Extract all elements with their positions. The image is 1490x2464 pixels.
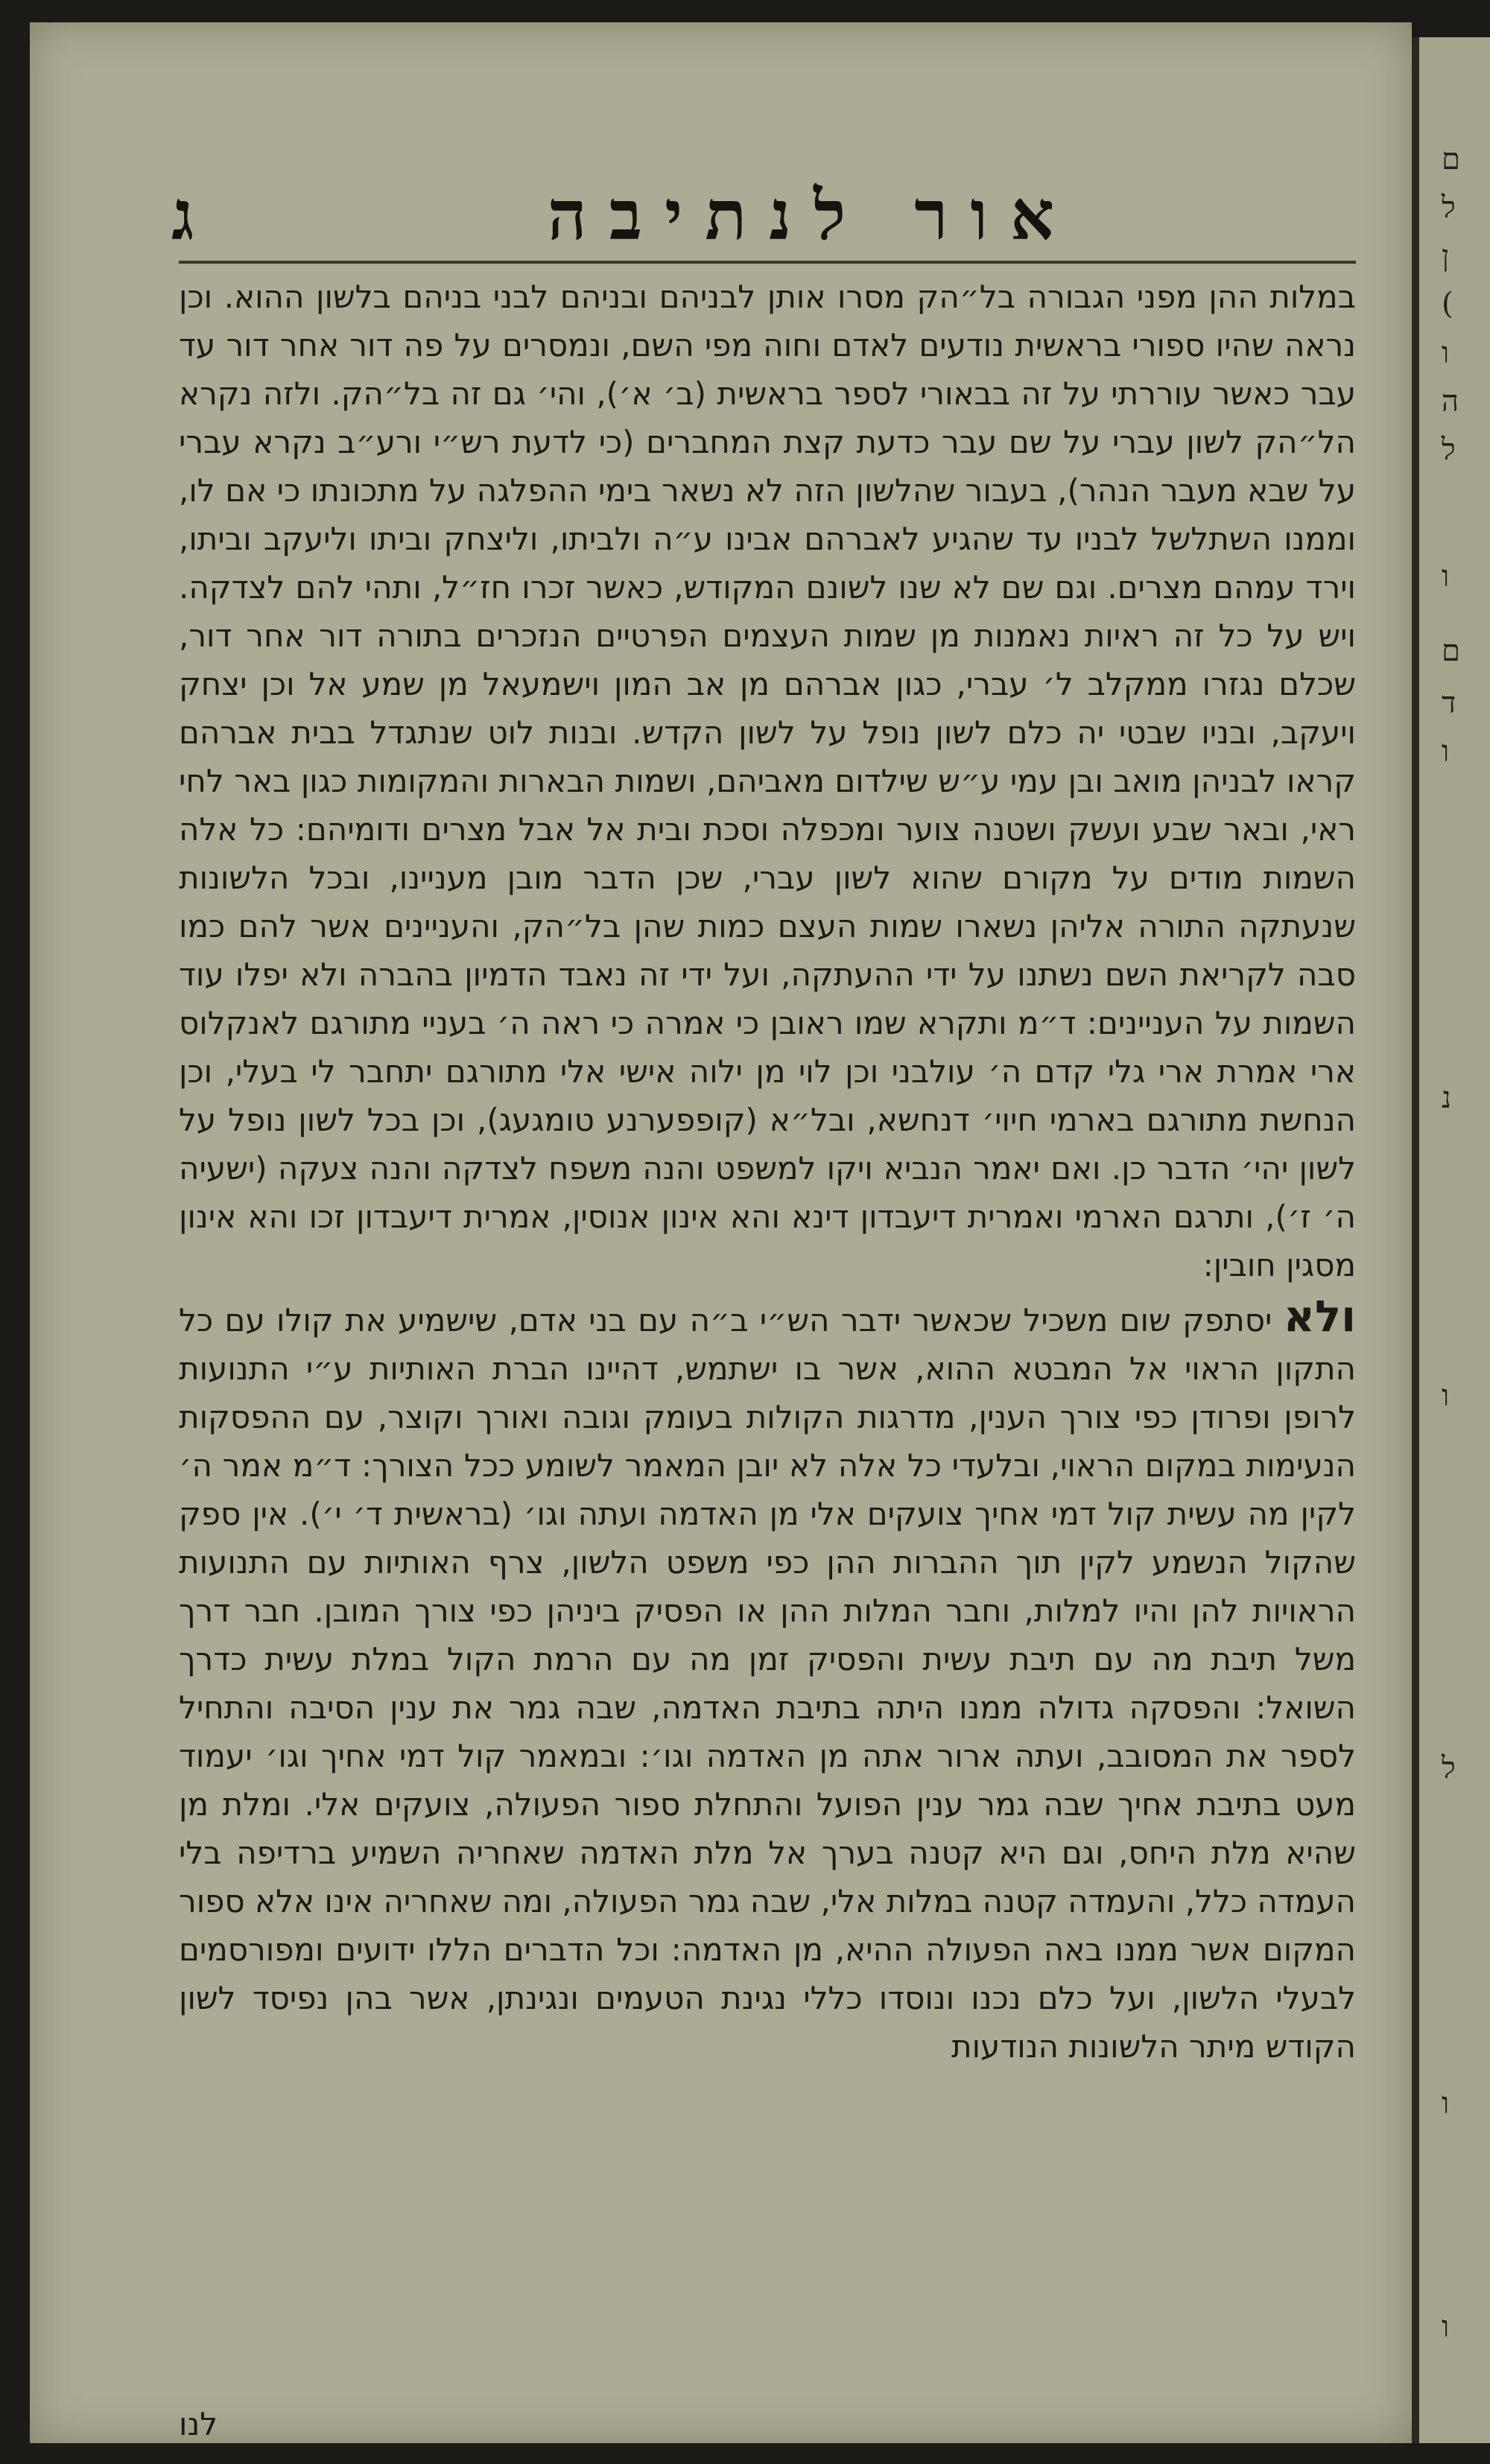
next-page-fragment: ם <box>1442 634 1460 668</box>
next-page-fragment: ו <box>1442 559 1450 594</box>
next-page-fragment: ו <box>1442 2310 1450 2344</box>
next-page-fragment: ו <box>1442 1379 1450 1413</box>
next-page-fragment: ל <box>1442 433 1456 467</box>
next-page-fragment: ו <box>1442 2086 1450 2121</box>
next-page-fragment: ם <box>1442 142 1460 177</box>
paragraph-2 <box>179 1292 1356 2071</box>
paragraph-1: במלות ההן מפני הגבורה בל״הק מסרו אותן לבניהם ובניהם לבני בניהם בלשון ההוא. וכן נראה שהיו ספורי בראשית נודעים לאדם וחוה מפי השם, ונמסרים על פה דור אחר דור עד עבר כאשר עוררתי על זה בבאורי לספר בראשית (ב׳ א׳), והי׳ גם זה בל״הק. ולזה נקרא הל״הק לשון עברי על שם עבר כדעת קצת המחברים (כי לדעת רש״י ורע״ב נקרא עברי על שבא מעבר הנהר), בעבור שהלשון הזה לא נשאר בימי ההפלגה על מתכונתו כי אם לו, וממנו השתלשל לבניו עד שהגיע לאברהם אבינו ע״ה ולביתו, וליצחק וביתו וליעקב וביתו, וירד עמהם מצרים. וגם שם לא שנו לשונם המקודש, כאשר זכרו חז״ל, ותהי להם לצדקה. ויש על כל זה ראיות נאמנות מן שמות העצמים הפרטיים הנזכרים בתורה דור אחר דור, שכלם נגזרו ממקלב ל׳ עברי, כגון אברהם מן אב המון וישמעאל מן שמע אל וכן יצחק ויעקב, ובניו שבטי יה כלם לשון נופל על לשון הקדש. ובנות לוט שנתגדל בבית אברהם קראו לבניהן מואב ובן עמי ע״ש שילדום מאביהם, ושמות הבארות והמקומות כגון באר לחי ראי, ובאר שבע ועשק ושטנה צוער ומכפלה וסכת ובית אל אבל מצרים ודומיהם: כל אלה השמות מודים על מקורם שהוא לשון עברי, שכן הדבר מובן מעניינו, ובכל הלשונות שנעתקה התורה אליהן נשארו שמות העצם כמות שהן בל״הק, והעניינים אשר להם כמו סבה לקריאת השם נשתנו על ידי ההעתקה, ועל ידי זה נאבד הדמיון בהברה ולא יפלו עוד השמות על העניינים: ד״מ ותקרא שמו ראובן כי אמרה כי ראה ה׳ בעניי מתורגם לאנקלוס ארי אמרת ארי גלי קדם ה׳ עולבני וכן לוי מן ילוה אישי אלי מתורגם יתחבר לי בעלי, וכן הנחשת מתורגם בארמי חיוי׳ דנחשא, ובל״א (קופפערנע טומגעג), וכן בכל לשון נופל על לשון יהי׳ הדבר כן. ואם יאמר הנביא ויקו למשפט והנה משפח לצדקה והנה צעקה (ישעיה ה׳ ז׳), ותרגם הארמי ואמרית דיעבדון דינא והא אינון אנוסין, אמרית דיעבדון זכו והא אינון מסגין חובין: <box>179 279 1356 1283</box>
next-page-fragment: ל <box>1442 1751 1456 1785</box>
main-text <box>179 273 1356 2071</box>
catchword: לנו <box>179 2406 218 2442</box>
next-page-fragment: ( <box>1442 287 1453 321</box>
page-number: ג <box>171 175 194 255</box>
header-rule <box>179 261 1356 264</box>
next-page-fragment: נ <box>1442 1081 1452 1115</box>
paragraph-opening-word: ולא <box>1283 1291 1356 1341</box>
paragraph-2-text: יסתפק שום משכיל שכאשר ידבר הש״י ב״ה עם בני אדם, שישמיע את קולו עם כל התקון הראוי אל המבטא ההוא, אשר בו ישתמש, דהיינו הברת האותיות ע״י התנועות לרופן ופרודן כפי צורך הענין, מדרגות הקולות בעומק וגובה ואורך וקוצר, עם ההפסקות הנעימות במקום הראוי, ובלעדי כל אלה לא יובן המאמר לשומע ככל הצורך: ד״מ אמר ה׳ לקין מה עשית קול דמי אחיך צועקים אלי מן האדמה ועתה וגו׳ (בראשית ד׳ י׳). אין ספק שהקול הנשמע לקין תוך ההברות ההן כפי משפט הלשון, צרף האותיות עם התנועות הראויות להן והיו למלות, וחבר המלות ההן או הפסיק ביניהן כפי צורך המובן. חבר דרך משל תיבת מה עם תיבת עשית והפסיק זמן מה עם הרמת הקול במלת עשית כדרך השואל: והפסקה גדולה ממנו היתה בתיבת האדמה, שבה גמר את ענין הסיבה והתחיל לספר את המסובב, ועתה ארור אתה מן האדמה וגו׳: ובמאמר קול דמי אחיך וגו׳ יעמוד מעט בתיבת אחיך שבה גמר ענין הפועל והתחלת ספור הפעולה, צועקים אלי. ומלת מן שהיא מלת היחס, וגם היא קטנה בערך אל מלת האדמה שאחריה השמיע ברדיפה בלי העמדה כלל, והעמדה קטנה במלות אלי, שבה גמר הפעולה, ומה שאחריה אינו אלא ספור המקום אשר ממנו באה הפעולה ההיא, מן האדמה: וכל הדברים הללו ידועים ומפורסמים לבעלי הלשון, ועל כלם נכנו ונוסדו כללי נגינת הטעמים ונגינתן, אשר בהן נפיסד לשון הקודש מיתר הלשונות הנודעות <box>179 1302 1356 2065</box>
next-page-fragment: ן <box>1442 239 1450 273</box>
running-header <box>171 175 1363 257</box>
next-page-fragment: ו <box>1442 734 1450 769</box>
next-page-fragment: ו <box>1442 336 1450 370</box>
running-title: אור לנתיבה <box>547 175 1077 255</box>
next-page-fragment: ד <box>1442 686 1456 720</box>
next-page-fragment: ה <box>1442 384 1459 419</box>
next-page-fragment: ל <box>1442 191 1456 225</box>
adjacent-page-edge <box>1412 37 1490 2443</box>
